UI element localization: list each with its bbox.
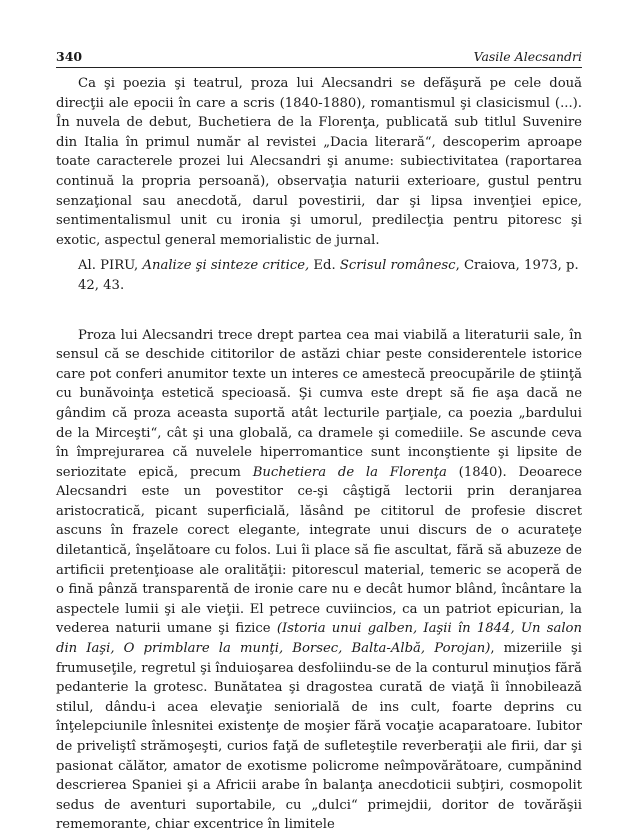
page-number: 340: [56, 49, 83, 64]
citation: [56, 256, 582, 295]
citation-rest: , Craiova, 1973, p. 42, 43.: [78, 258, 579, 293]
body-text-3: , mizeriile şi frumuseţile, regretul şi înduioşarea desfoliindu-se de la conturul minuţios fără pedanterie la grotesc. Bunătatea şi dragostea curată de viaţă îi înnobilează stilul, dându-i acea elevaţie seniorială de ins cult, foarte deprins cu înţelepciunile înlesnitei existenţe de moşier fără vocaţie acaparatoare. Iubitor de priveliştî strămoşeşti, curios faţă de sufleteştile reverberaţii ale firii, dar şi pasionat călător, amator de exotisme policrome neîmpovărătoare, cumpănind descrierea Spaniei şi a Africii arabe în balanţa anecdoticii subţiri, cosmopolit sedus de aventuri suportabile, cu „dulci“ primejdii, doritor de tovărăşii rememorante, chiar excentrice în limitele: [56, 641, 582, 833]
body-text-1: Proza lui Alecsandri trece drept partea cea mai viabilă a literaturii sale, în sensul că se deschide cititorilor de astăzi chiar peste considerentele istorice care pot conferi anumitor texte un interes ce amestecă preocupările de ştiinţă cu bunăvoinţa estetică specioasă. Şi cumva este drept să fie aşa dacă ne gândim că proza aceasta suportă atât lecturile parţiale, ca poezia „bardului de la Mirceşti“, cât şi una globală, ca dramele şi comediile. Se ascunde ceva în împrejurarea că nuvelele hiperromantice sunt inconştiente şi lipsite de seriozitate epică, precum: [56, 327, 582, 480]
body-paragraph: [56, 326, 582, 835]
running-header: [56, 38, 582, 68]
section-gap: [56, 296, 582, 326]
page-body: [56, 74, 582, 835]
body-italic-1: Buchetiera de la Florenţa: [252, 464, 447, 480]
citation-title: Analize şi sinteze critice,: [142, 258, 310, 274]
citation-ed: Ed.: [309, 258, 340, 274]
body-italic-2: (Istoria unui galben, Iaşii în 1844, Un salon din Iaşi, O primblare la munţi, Borsec, Balta-Albă, Porojan): [56, 621, 582, 657]
running-title: Vasile Alecsandri: [473, 49, 582, 64]
citation-publisher: Scrisul românesc: [339, 258, 456, 274]
quote-paragraph: Ca şi poezia şi teatrul, proza lui Alecsandri se defăşură pe cele două direcţii ale epocii în care a scris (1840-1880), romantismul şi clasicismul (...). În nuvela de debut, Buchetiera de la Florenţa, publicată sub titlul Suvenire din Italia în primul număr al revistei „Dacia literară“, descoperim aproape toate caracterele prozei lui Alecsandri şi anume: subiectivitatea (raportarea continuă la propria persoană), observaţia naturii exterioare, gustul pentru senzaţional sau anecdotă, darul povestirii, dar şi lipsa invenţiei epice, sentimentalismul unit cu ironia şi umorul, predilecţia pentru pitoresc şi exotic, aspectul general memorialistic de jurnal.: [56, 76, 582, 248]
citation-author: Al. PIRU,: [78, 258, 139, 274]
body-text-2: (1840). Deoarece Alecsandri este un povestitor ce-şi câştigă lectorii prin deranjarea aristocratică, picant superficială, lăsând pe cititorul de profesie discret ascuns în frazele corect elegante, integrate unui discurs de o acurateţe diletantică, înşelătoare cu folos. Lui îi place să fie ascultat, fără să abuzeze de artificii pretenţioase ale oralităţii: pitorescul material, temeric se acoperă de o fină pânză transparentă de ironie care nu e decât humor blând, încântare la aspectele lumii şi ale vieţii. El petrece cuviincios, ca un patriot epicurian, la vederea naturii umane şi fizice: [56, 464, 582, 637]
